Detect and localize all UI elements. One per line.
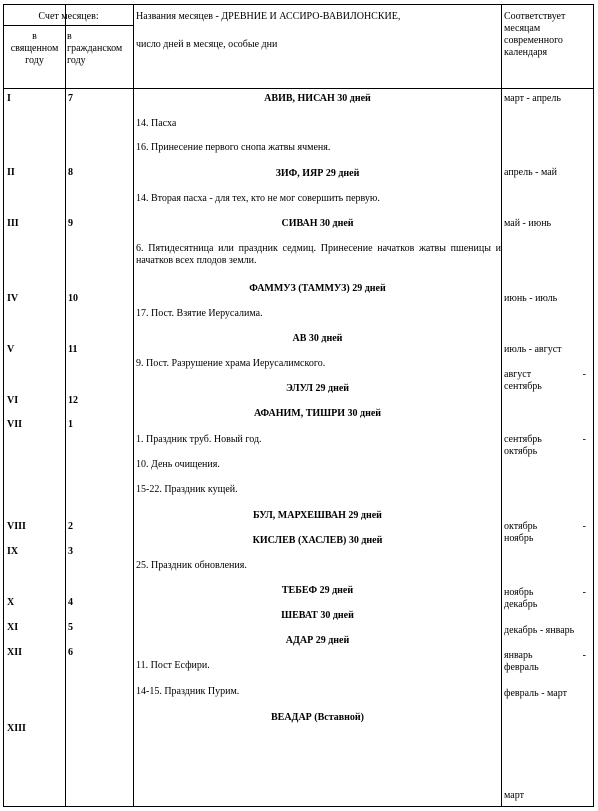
month-name: АВ 30 дней — [292, 333, 343, 344]
month-name: ЗИФ, ИЯР 29 дней — [275, 168, 360, 179]
modern-months: февраль - март — [504, 688, 567, 699]
month-name: АФАНИМ, ТИШРИ 30 дней — [253, 408, 382, 419]
special-day: 16. Принесение первого снопа жатвы ячменя. — [136, 142, 331, 153]
sacred-number: XIII — [7, 723, 26, 734]
special-day: 14-15. Праздник Пурим. — [136, 686, 240, 697]
sacred-number: X — [7, 597, 15, 608]
civil-number: 2 — [68, 521, 73, 532]
modern-months: апрель - май — [504, 167, 558, 178]
civil-number: 12 — [68, 395, 78, 406]
modern-months: ноябрь - декабрь — [504, 587, 586, 610]
civil-number: 10 — [68, 293, 78, 304]
special-day: 6. Пятидесятница или праздник седмиц. Принесение начатков жатвы пшеницы и начатков всех плодов земли. — [136, 243, 501, 266]
civil-number: 5 — [68, 622, 73, 633]
sacred-number: IX — [7, 546, 19, 557]
modern-months: январь - февраль — [504, 650, 586, 673]
col-divider — [501, 5, 502, 806]
sacred-number: VIII — [7, 521, 26, 532]
col-divider — [133, 5, 134, 806]
month-name: СИВАН 30 дней — [281, 218, 354, 229]
month-name: КИСЛЕВ (ХАСЛЕВ) 30 дней — [252, 535, 383, 546]
calendar-table — [3, 4, 594, 807]
sacred-number: VII — [7, 419, 23, 430]
modern-months: декабрь - январь — [504, 625, 575, 636]
header-modern: Соответствует месяцам современного календаря — [504, 11, 566, 58]
month-name: БУЛ, МАРХЕШВАН 29 дней — [253, 510, 382, 521]
sacred-number: II — [7, 167, 15, 178]
special-day: 9. Пост. Разрушение храма Иерусалимского. — [136, 358, 326, 369]
special-day: 1. Праздник труб. Новый год. — [136, 434, 262, 445]
month-name: АВИВ, НИСАН 30 дней — [264, 93, 371, 104]
modern-months: июль - август — [504, 344, 562, 355]
col-divider — [65, 5, 66, 806]
modern-months: май - июнь — [504, 218, 552, 229]
special-day: 15-22. Праздник кущей. — [136, 484, 238, 495]
modern-months: октябрь - ноябрь — [504, 521, 586, 544]
modern-months: сентябрь - октябрь — [504, 434, 586, 457]
month-name: ТЕБЕФ 29 дней — [281, 585, 354, 596]
special-day: 25. Праздник обновления. — [136, 560, 247, 571]
month-name: ШЕВАТ 30 дней — [281, 610, 354, 621]
header-count: Счет месяцев: — [38, 11, 99, 22]
special-day: 14. Пасха — [136, 118, 177, 129]
sacred-number: XI — [7, 622, 19, 633]
sacred-number: IV — [7, 293, 19, 304]
civil-number: 4 — [68, 597, 73, 608]
modern-months: июнь - июль — [504, 293, 558, 304]
sacred-number: III — [7, 218, 19, 229]
header-sacred: в священном году — [10, 31, 59, 66]
sacred-number: I — [7, 93, 11, 104]
modern-months: март — [504, 790, 524, 801]
sacred-number: V — [7, 344, 15, 355]
civil-number: 3 — [68, 546, 73, 557]
month-name: АДАР 29 дней — [285, 635, 350, 646]
month-name: ЭЛУЛ 29 дней — [285, 383, 350, 394]
sacred-number: VI — [7, 395, 19, 406]
special-day: 14. Вторая пасха - для тех, кто не мог совершить первую. — [136, 193, 380, 204]
header-names-2: число дней в месяце, особые дни — [136, 39, 278, 50]
header-civil: в гражданском году — [67, 31, 123, 66]
sacred-number: XII — [7, 647, 23, 658]
header-bottom-rule — [4, 88, 593, 89]
special-day: 17. Пост. Взятие Иерусалима. — [136, 308, 263, 319]
month-name: ВЕАДАР (Вставной) — [271, 712, 364, 723]
month-name: ФАММУЗ (ТАММУЗ) 29 дней — [249, 283, 386, 294]
header-rule — [4, 25, 133, 26]
civil-number: 9 — [68, 218, 73, 229]
header-names-1: Названия месяцев - ДРЕВНИЕ И АССИРО-ВАВИЛОНСКИЕ, — [136, 11, 401, 22]
civil-number: 11 — [68, 344, 78, 355]
special-day: 11. Пост Есфири. — [136, 660, 210, 671]
civil-number: 1 — [68, 419, 73, 430]
civil-number: 6 — [68, 647, 73, 658]
special-day: 10. День очищения. — [136, 459, 220, 470]
civil-number: 8 — [68, 167, 73, 178]
modern-months: март - апрель — [504, 93, 561, 104]
civil-number: 7 — [68, 93, 73, 104]
modern-months: август - сентябрь — [504, 369, 586, 392]
